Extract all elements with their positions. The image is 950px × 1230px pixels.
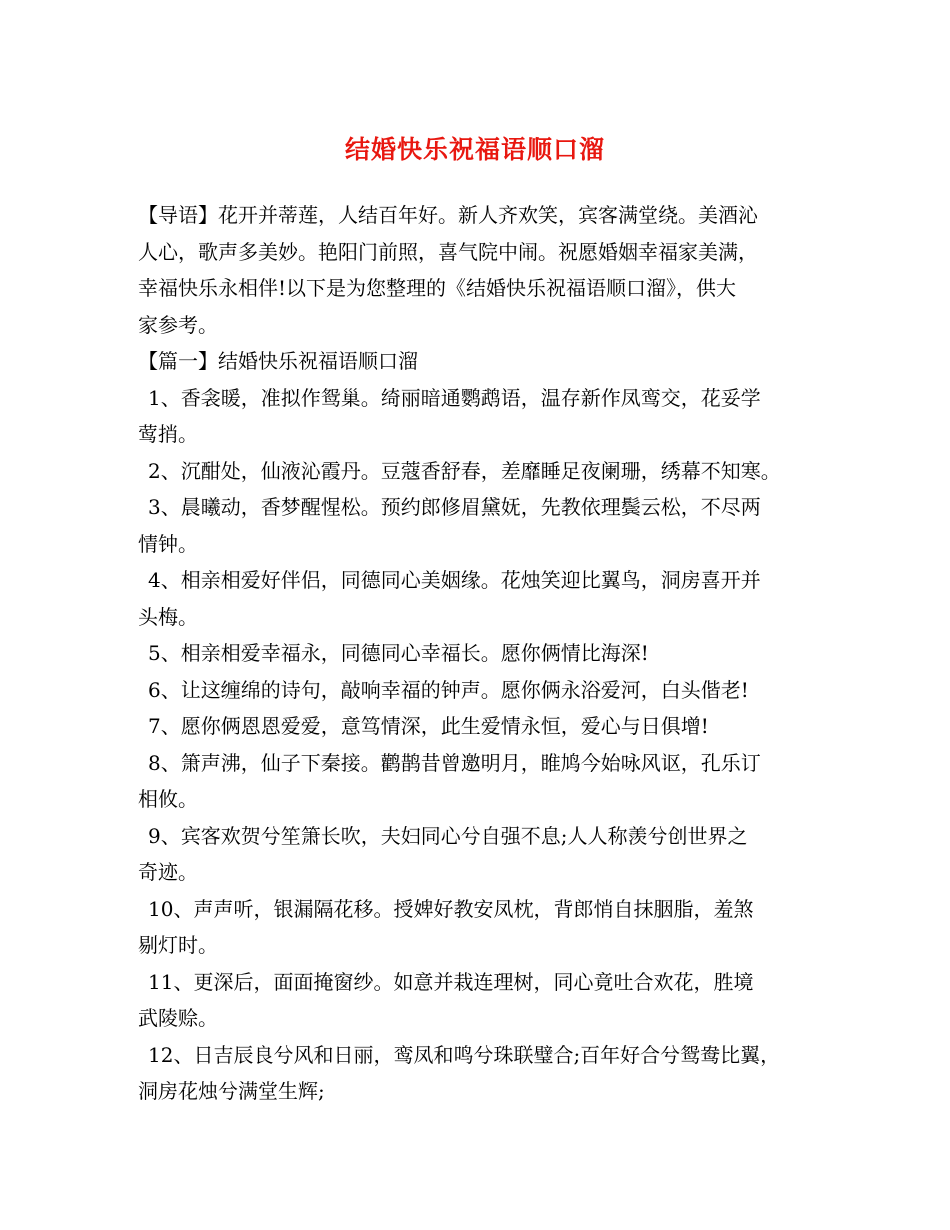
body-line: 6、让这缠绵的诗句，敲响幸福的钟声。愿你俩永浴爱河，白头偕老!	[148, 677, 749, 702]
body-line: 1、香衾暖，准拟作鸳巢。绮丽暗通鹦鹉语，温存新作凤鸾交，花妥学	[148, 385, 761, 410]
body-line: 7、愿你俩恩恩爱爱，意笃情深，此生爱情永恒，爱心与日俱增!	[148, 714, 709, 738]
body-line: 奇迹。	[138, 860, 198, 884]
body-line: 2、沉酣处，仙液沁霞丹。豆蔻香舒春，差靡睡足夜阑珊，绣幕不知寒。	[148, 458, 781, 483]
body-line: 情钟。	[138, 531, 198, 556]
document-title: 结婚快乐祝福语顺口溜	[344, 135, 605, 164]
body-line: 8、箫声沸，仙子下秦接。鹳鹊昔曾邀明月，睢鸠今始咏风讴，孔乐订	[148, 750, 761, 775]
body-line: 9、宾客欢贺兮笙箫长吹，夫妇同心兮自强不息;人人称羡兮创世界之	[148, 823, 748, 848]
body-line: 人心，歌声多美妙。艳阳门前照，喜气院中闹。祝愿婚姻幸福家美满，	[138, 239, 758, 264]
body-line: 相攸。	[138, 787, 198, 811]
body-line: 5、相亲相爱幸福永，同德同心幸福长。愿你俩情比海深!	[148, 641, 649, 665]
body-line: 11、更深后，面面掩窗纱。如意并栽连理树，同心竟吐合欢花，胜境	[148, 969, 754, 994]
body-line: 【导语】花开并蒂莲，人结百年好。新人齐欢笑，宾客满堂绕。美酒沁	[138, 203, 758, 227]
body-line: 剔灯时。	[138, 933, 218, 957]
body-line: 家参考。	[138, 312, 218, 337]
document-body	[138, 197, 828, 1110]
body-line: 10、声声听，银漏隔花移。授婢好教安凤枕，背郎悄自抹胭脂，羞煞	[148, 896, 754, 921]
body-line: 【篇一】结婚快乐祝福语顺口溜	[138, 349, 418, 373]
body-line: 武陵赊。	[138, 1006, 218, 1030]
body-line: 头梅。	[138, 604, 198, 629]
body-line: 12、日吉辰良兮风和日丽，鸾凤和鸣兮珠联璧合;百年好合兮鸳鸯比翼，	[148, 1042, 781, 1067]
body-line: 莺捎。	[138, 422, 198, 446]
body-line: 洞房花烛兮满堂生辉;	[138, 1079, 325, 1103]
body-line: 幸福快乐永相伴!以下是为您整理的《结婚快乐祝福语顺口溜》，供大	[138, 276, 737, 300]
body-line: 4、相亲相爱好伴侣，同德同心美姻缘。花烛笑迎比翼鸟，洞房喜开并	[148, 568, 761, 592]
body-line: 3、晨曦动，香梦醒惺松。预约郎修眉黛妩，先教依理鬓云松，不尽两	[148, 495, 761, 519]
